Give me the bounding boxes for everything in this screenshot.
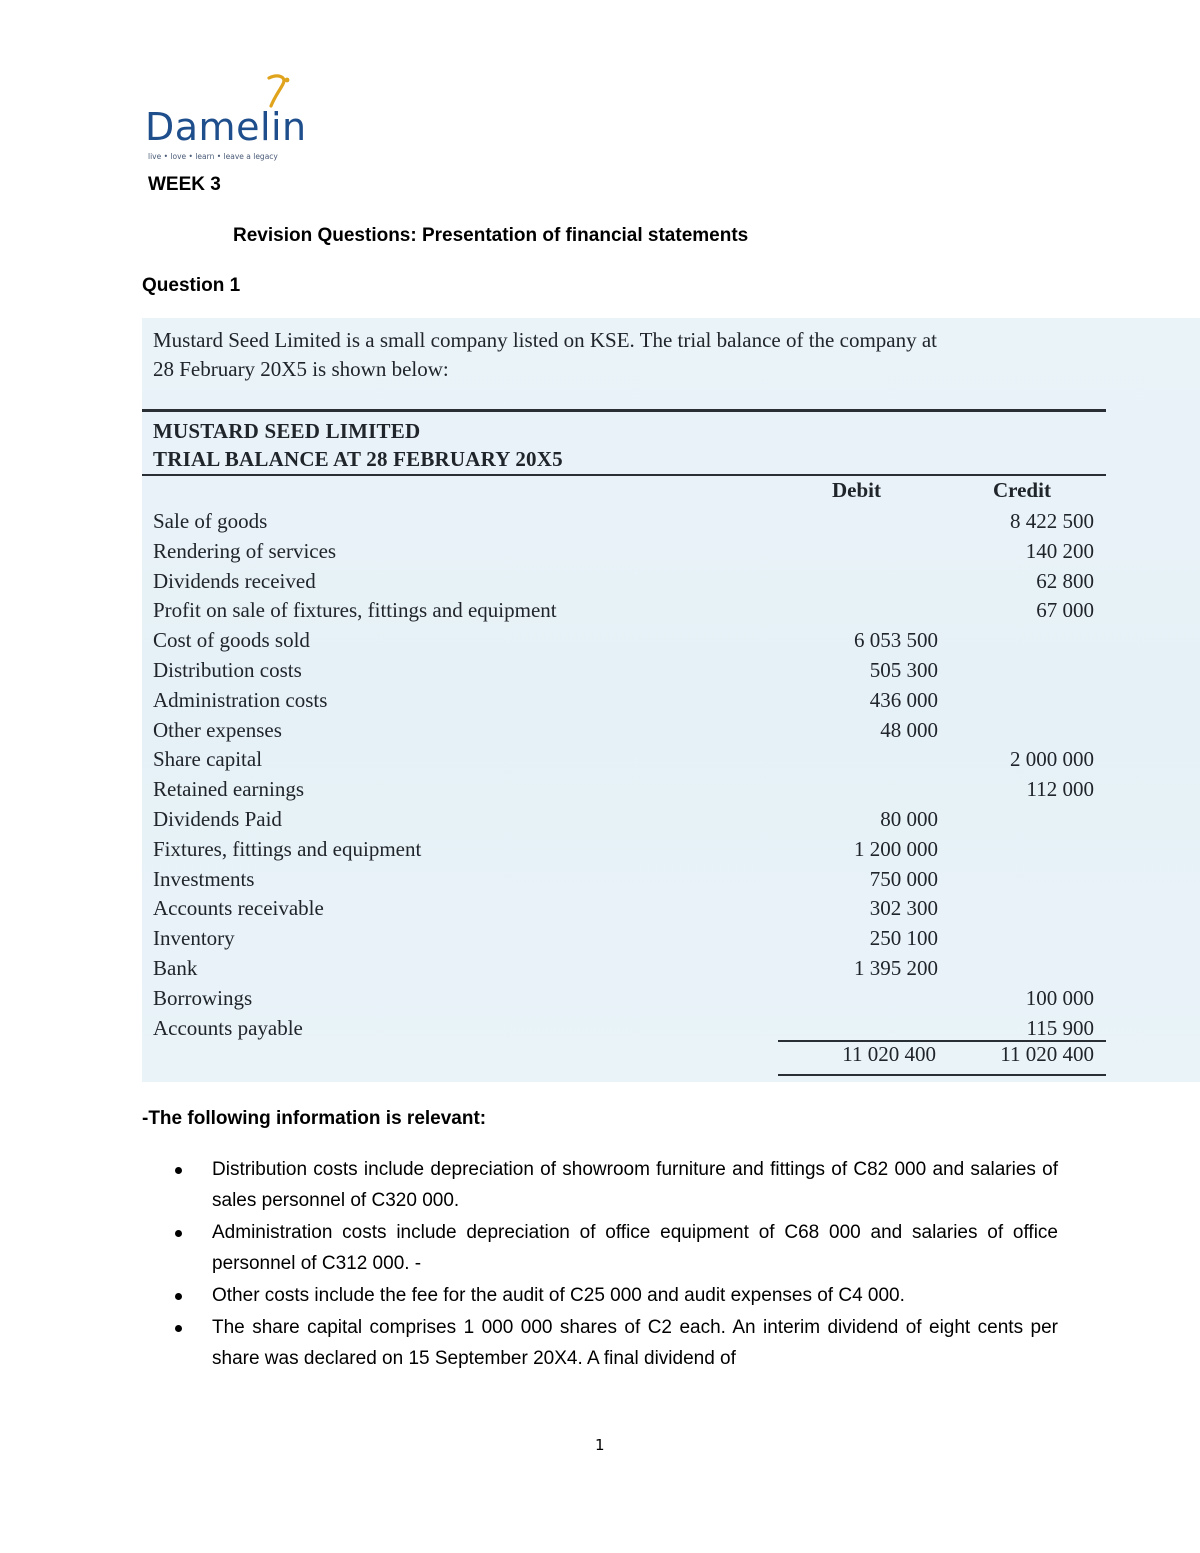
debit-value: 80 000 — [880, 806, 938, 831]
table-row — [142, 716, 1106, 746]
credit-value: 140 200 — [1025, 538, 1094, 563]
debit-value: 505 300 — [869, 657, 938, 682]
info-bullet-list — [212, 1154, 1058, 1375]
credit-value: 8 422 500 — [1010, 509, 1094, 533]
trial-balance-scan — [142, 318, 1200, 1082]
account-name: Other expenses — [153, 717, 282, 742]
table-row — [142, 596, 1106, 626]
account-name: Sale of goods — [153, 509, 268, 533]
account-name: Profit on sale of fixtures, fittings and equipment — [153, 598, 557, 623]
table-row — [142, 537, 1106, 567]
list-item: Distribution costs include depreciation of showroom furniture and fittings of C82 000 and salaries of sales personnel of C320 000. — [212, 1154, 1058, 1216]
table-row — [142, 656, 1106, 686]
table-row — [142, 924, 1106, 954]
table-row — [142, 567, 1106, 597]
table-row — [142, 775, 1106, 805]
table-row — [142, 805, 1106, 835]
account-name: Bank — [153, 955, 198, 980]
debit-value: 1 200 000 — [854, 836, 938, 861]
total-credit: 11 020 400 — [1000, 1042, 1094, 1066]
account-name: Retained earnings — [153, 777, 305, 802]
trial-balance-heading — [153, 417, 563, 473]
debit-value: 302 300 — [869, 896, 938, 921]
credit-value: 2 000 000 — [1010, 747, 1094, 772]
credit-value: 100 000 — [1025, 985, 1094, 1010]
credit-value: 67 000 — [1036, 598, 1094, 623]
totals-bottom-rule — [778, 1074, 1106, 1076]
page-title: Revision Questions: Presentation of financial statements — [233, 225, 749, 246]
debit-value: 750 000 — [869, 866, 938, 891]
header-rule — [142, 474, 1106, 476]
list-item: Other costs include the fee for the audit of C25 000 and audit expenses of C4 000. — [212, 1280, 1058, 1311]
account-name: Share capital — [153, 747, 263, 772]
debit-column-header: Debit — [832, 478, 881, 502]
company-name: MUSTARD SEED LIMITED — [153, 419, 421, 443]
credit-column-header: Credit — [993, 478, 1051, 502]
debit-value: 436 000 — [869, 687, 938, 712]
intro-line: 28 February 20X5 is shown below: — [153, 357, 449, 381]
intro-text — [153, 326, 1113, 384]
credit-value: 115 900 — [1026, 1015, 1094, 1040]
table-row — [142, 954, 1106, 984]
top-rule — [142, 409, 1106, 412]
account-name: Administration costs — [153, 687, 328, 712]
debit-value: 48 000 — [880, 717, 938, 742]
debit-value: 6 053 500 — [854, 628, 938, 653]
account-name: Cost of goods sold — [153, 628, 310, 653]
account-name: Dividends Paid — [153, 806, 282, 831]
trial-balance-title: TRIAL BALANCE AT 28 FEBRUARY 20X5 — [153, 447, 563, 471]
swoosh-icon — [263, 74, 295, 108]
account-name: Accounts receivable — [153, 896, 324, 921]
debit-value: 1 395 200 — [854, 955, 938, 980]
account-name: Investments — [153, 866, 255, 891]
damelin-logo — [145, 74, 325, 164]
table-row — [142, 894, 1106, 924]
account-name: Borrowings — [153, 985, 253, 1010]
trial-balance-rows — [142, 507, 1106, 1043]
info-heading: -The following information is relevant: — [142, 1108, 487, 1129]
table-row — [142, 865, 1106, 895]
total-debit: 11 020 400 — [842, 1042, 936, 1066]
list-item: Administration costs include depreciation of office equipment of C68 000 and salaries of office personnel of C312 000. - — [212, 1217, 1058, 1279]
credit-value: 112 000 — [1026, 777, 1094, 802]
account-name: Inventory — [153, 926, 235, 951]
question-heading: Question 1 — [142, 275, 241, 296]
table-row — [142, 507, 1106, 537]
intro-line: Mustard Seed Limited is a small company listed on KSE. The trial balance of the company at — [153, 328, 938, 352]
account-name: Distribution costs — [153, 657, 302, 682]
account-name: Rendering of services — [153, 538, 337, 563]
credit-value: 62 800 — [1036, 568, 1094, 593]
table-row — [142, 835, 1106, 865]
account-name: Fixtures, fittings and equipment — [153, 836, 422, 861]
page-number: 1 — [595, 1436, 605, 1454]
table-row — [142, 686, 1106, 716]
account-name: Accounts payable — [153, 1015, 303, 1040]
logo-tagline: live • love • learn • leave a legacy — [148, 152, 278, 161]
account-name: Dividends received — [153, 568, 316, 593]
table-row — [142, 626, 1106, 656]
table-row — [142, 984, 1106, 1014]
logo-brand: Damelin — [145, 105, 307, 149]
table-row — [142, 1014, 1106, 1044]
debit-value: 250 100 — [869, 926, 938, 951]
list-item: The share capital comprises 1 000 000 shares of C2 each. An interim dividend of eight cents per share was declared on 15 September 20X4. A final dividend of — [212, 1312, 1058, 1374]
table-row — [142, 745, 1106, 775]
week-label: WEEK 3 — [148, 174, 221, 195]
